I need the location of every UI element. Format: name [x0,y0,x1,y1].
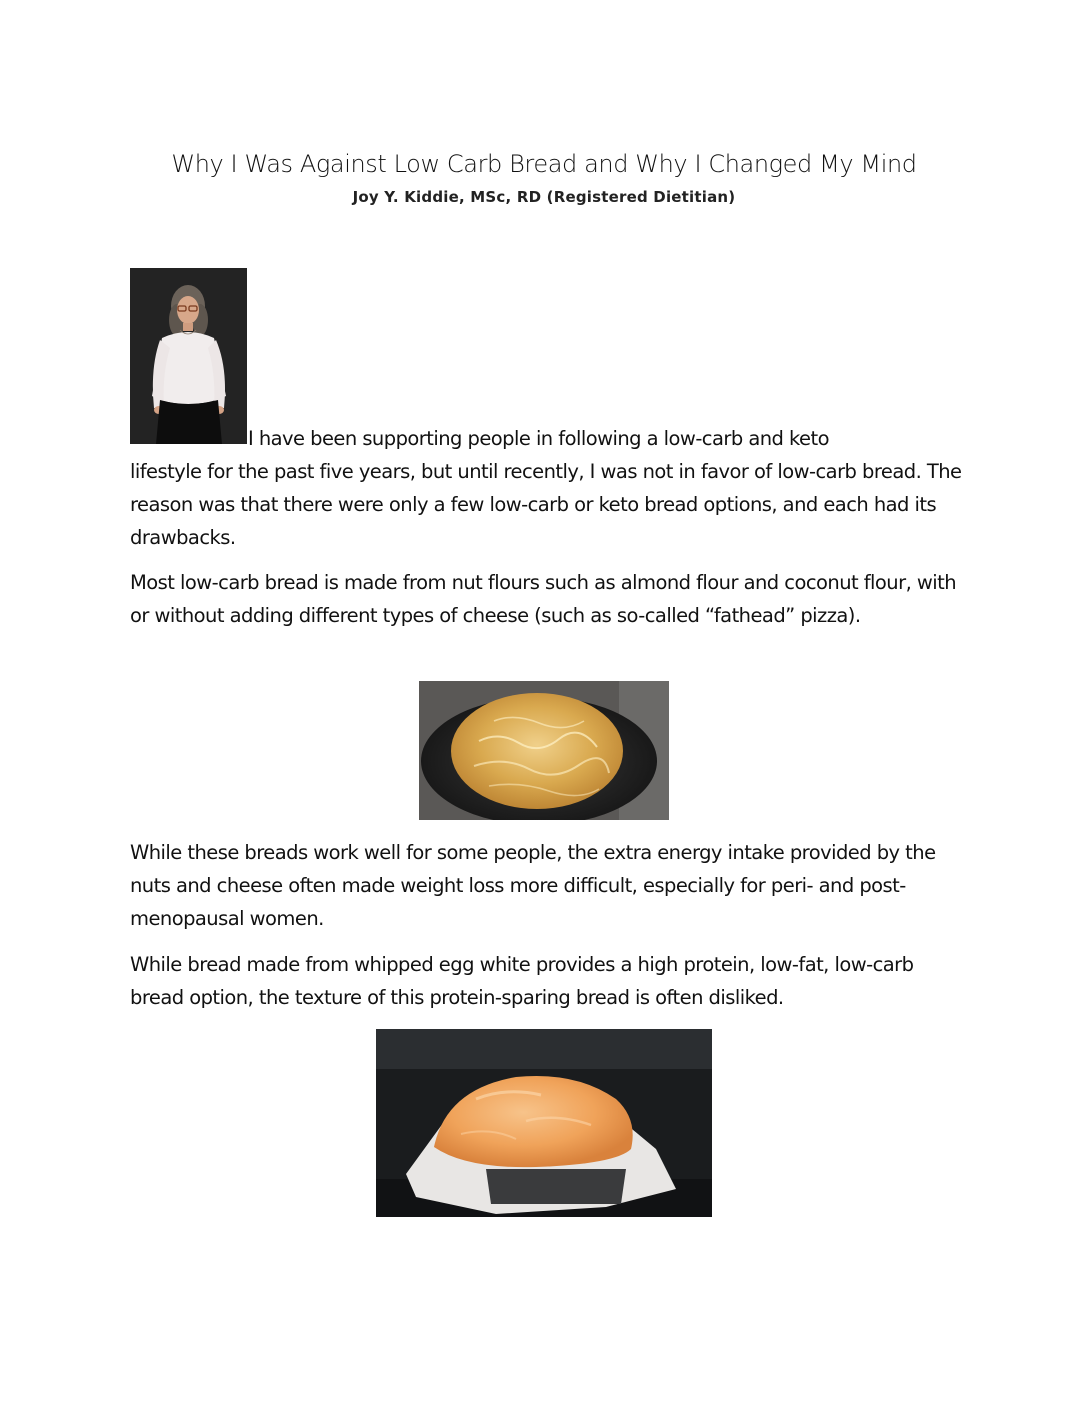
author-byline: Joy Y. Kiddie, MSc, RD (Registered Dietitian) [352,188,736,206]
paragraph-1-line-1: I have been supporting people in following a low-carb and keto [248,427,829,450]
paragraph-1-rest: lifestyle for the past five years, but until recently, I was not in favor of low-carb bread. The reason was that there were only a few low-carb or keto bread options, and each had its drawbacks. [130,460,962,549]
egg-white-bread-photo [376,1029,712,1217]
author-portrait [130,268,247,444]
paragraph-3: While these breads work well for some people, the extra energy intake provided by the nuts and cheese often made weight loss more difficult, especially for peri- and post-menopausal women. [130,841,936,930]
paragraph-1 [130,422,970,554]
paragraph-4: While bread made from whipped egg white provides a high protein, low-fat, low-carb bread option, the texture of this protein-sparing bread is often disliked. [130,953,914,1009]
fathead-bread-photo [419,681,669,820]
paragraph-2: Most low-carb bread is made from nut flours such as almond flour and coconut flour, with or without adding different types of cheese (such as so-called “fathead” pizza). [130,571,957,627]
article-title: Why I Was Against Low Carb Bread and Why I Changed My Mind [171,150,917,178]
